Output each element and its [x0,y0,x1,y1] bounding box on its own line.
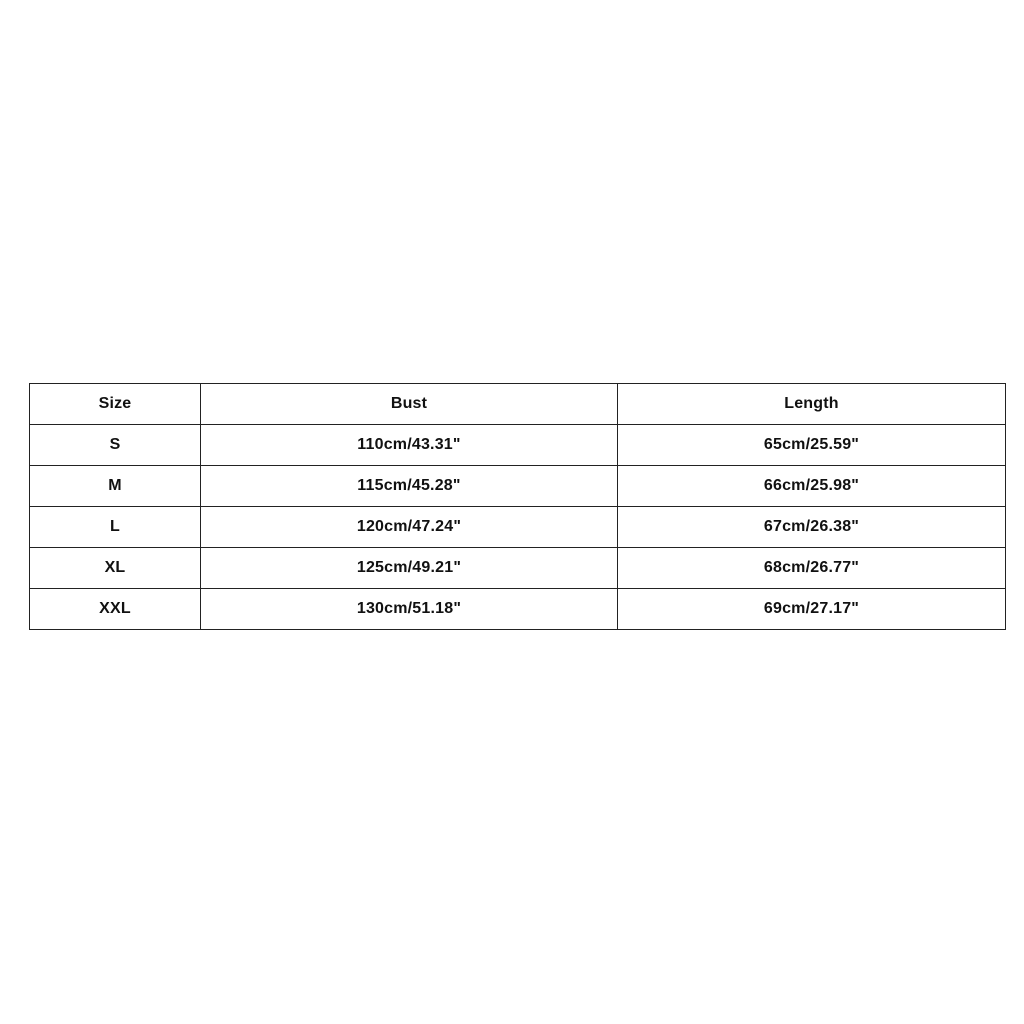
cell-size: M [30,466,201,507]
header-length: Length [618,384,1006,425]
cell-size: XXL [30,589,201,630]
cell-bust: 120cm/47.24" [201,507,618,548]
cell-bust: 130cm/51.18" [201,589,618,630]
cell-size: S [30,425,201,466]
cell-size: XL [30,548,201,589]
cell-length: 68cm/26.77" [618,548,1006,589]
table-row [30,507,1006,548]
table-row [30,589,1006,630]
table-row [30,466,1006,507]
header-bust: Bust [201,384,618,425]
cell-length: 65cm/25.59" [618,425,1006,466]
cell-length: 67cm/26.38" [618,507,1006,548]
cell-size: L [30,507,201,548]
cell-bust: 110cm/43.31" [201,425,618,466]
cell-bust: 115cm/45.28" [201,466,618,507]
cell-bust: 125cm/49.21" [201,548,618,589]
cell-length: 66cm/25.98" [618,466,1006,507]
cell-length: 69cm/27.17" [618,589,1006,630]
table-row [30,425,1006,466]
header-size: Size [30,384,201,425]
size-chart-table [29,383,1006,630]
table-row [30,548,1006,589]
table-header-row [30,384,1006,425]
